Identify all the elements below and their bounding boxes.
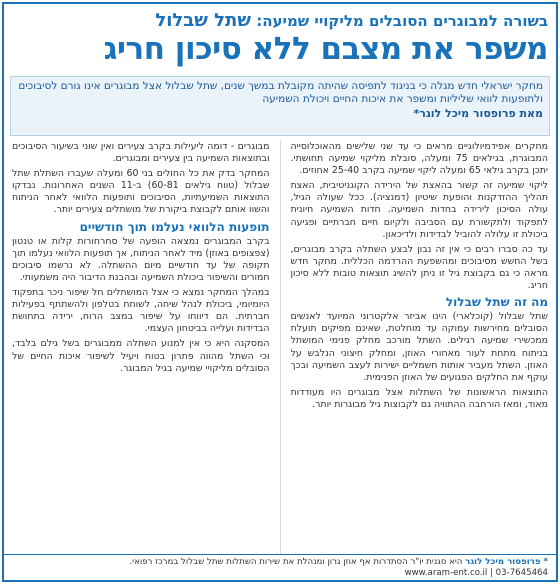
column-left [12,141,270,554]
paragraph: התוצאות הראשונות של השתלות אצל מבוגרים היו מעודדות מאוד, ומאז הורחבה ההתוויה גם לקבוצות גיל מבוגרות יותר. [290,386,548,410]
author-footnote [4,554,556,580]
paragraph: עד כה סברו רבים כי אין זה נבון לבצע השתלה בקרב מבוגרים, בשל החשש מסיבוכים ומהשפעת ההרדמה הכללית. מחקר חדש מראה כי גם בקבוצת גיל זו ניתן להשיג תוצאות טובות ללא סיכון חריג. [290,243,548,292]
lead-text: מחקר ישראלי חדש מגלה כי בניגוד לתפיסה שהיתה מקובלת במשך שנים, שתל שבלול אצל מבוגרים אינו גורם לסיבוכים ולתופעות לוואי שליליות ומשפר את איכות החיים ויכולת השמיעה [18,80,543,105]
paragraph: שתל שבלול (קוכלארי) הינו אביזר אלקטרוני המיועד לאנשים הסובלים מחירשות עמוקה עד מוחלטת, שאינם מפיקים תועלת ממכשירי שמיעה רגילים. השתל מורכב מחלק פנימי המושתל בניתוח מתחת לעור מאחורי האוזן, ומחלק חיצוני הנלבש על האוזן. השתל מעביר אותות חשמליים ישירות לעצב השמיעה ובכך עוקף את החלקים הפגועים של האוזן הפנימית. [290,311,548,383]
paragraph: בקרב המבוגרים נמצאה הופעה של סחרחורות קלות או טנטון (צפצופים באוזן) מיד לאחר הניתוח, אך תופעות הלוואי נעלמו תוך תקופה של עד חודשיים מיום ההשתלה. לא נרשמו סיבוכים חמורים והשיפור ביכולת השמיעה ובהבנת הדיבור היה משמעותי. [12,235,270,283]
paragraph: במהלך המחקר נמצא כי אצל המושתלים חל שיפור ניכר בתפקוד היומיומי, ביכולת לנהל שיחה, לשוחח בטלפון ולהשתתף בפעילות חברתית. הם דיווחו על שיפור במצב הרוח, ירידה בתחושת הבדידות ועלייה בביטחון העצמי. [12,287,270,335]
paragraph: מחקרים אפידמיולוגיים מראים כי עד שני שלישים מהאוכלוסייה המבוגרת, בגילאים 75 ומעלה, סובלת מליקוי שמיעה תחושתי. יתכן בקרב גילאי 65 ומעלה ליקוי שמיעה בקרב 25-40 אחוזים. [290,141,548,177]
footnote-bio: היא סגנית יו"ר הסתדרות אף אוזן גרון ומנהלת את שירות השתלות שתל שבלול במרכז רפואי. [129,557,463,567]
paragraph: המחקר בדק את כל החולים בני 60 ומעלה שעברו השתלת שתל שבלול (טווח גילאים 60-81) ב-11 השנים האחרונות. נבדקו התוצאות השמיעתיות, הסיבוכים ותופעות הלוואי לאחר הניתוח והשוו אותם לקבוצת ביקורת של מושתלים צעירים יותר. [12,168,270,216]
column-divider [280,141,281,554]
article-columns [12,141,548,554]
paragraph: ליקוי שמיעה זה קשור בהאצת של הירידה הקוגניטיבית, האצת תהליך ההזדקנות והופעת שיטיון (דמנציה). ככל שעולה הגיל, עולה הסיכון לירידה בחדות השמיעה. חדות השמיעה חיונית לתפקוד ולתקשורת עם הסביבה ולקיום חיים חברתיים ופגיעה ביכולת זו עלולה להוביל לבדידות ולדיכאון. [290,180,548,240]
section-heading: תופעות הלוואי נעלמו תוך חודשיים [79,219,270,234]
lead-box [10,76,550,136]
kicker-highlight: שתל שבלול [155,10,251,31]
paragraph: מבוגרים - דומה ליעילות בקרב צעירים ואין שוני בשיעור הסיבוכים ובתוצאות השמיעה בין צעירים ומבוגרים. [12,141,270,165]
article-page [2,2,558,582]
section-heading: מה זה שתל שבלול [445,295,548,310]
column-right [291,141,549,554]
footnote-contact[interactable]: www.aram-ent.co.il | 03-7645464 [404,567,548,578]
kicker-text: בשורה למבוגרים הסובלים מליקויי שמיעה: [256,12,548,30]
paragraph: המסקנה היא כי אין למנוע השתלה ממבוגרים בשל גילם בלבד, וכי השתל מהווה פתרון בטוח ויעיל לשיפור איכות החיים של הסובלים מליקויי שמיעה בגיל המבוגר. [12,338,270,374]
lead-author: מאת פרופסור מיכל לוגר* [413,107,543,120]
kicker-line [12,10,548,31]
footnote-author: * פרופסור מיכל לוגר [465,557,548,567]
headline: משפר את מצבם ללא סיכון חריג [103,31,548,67]
